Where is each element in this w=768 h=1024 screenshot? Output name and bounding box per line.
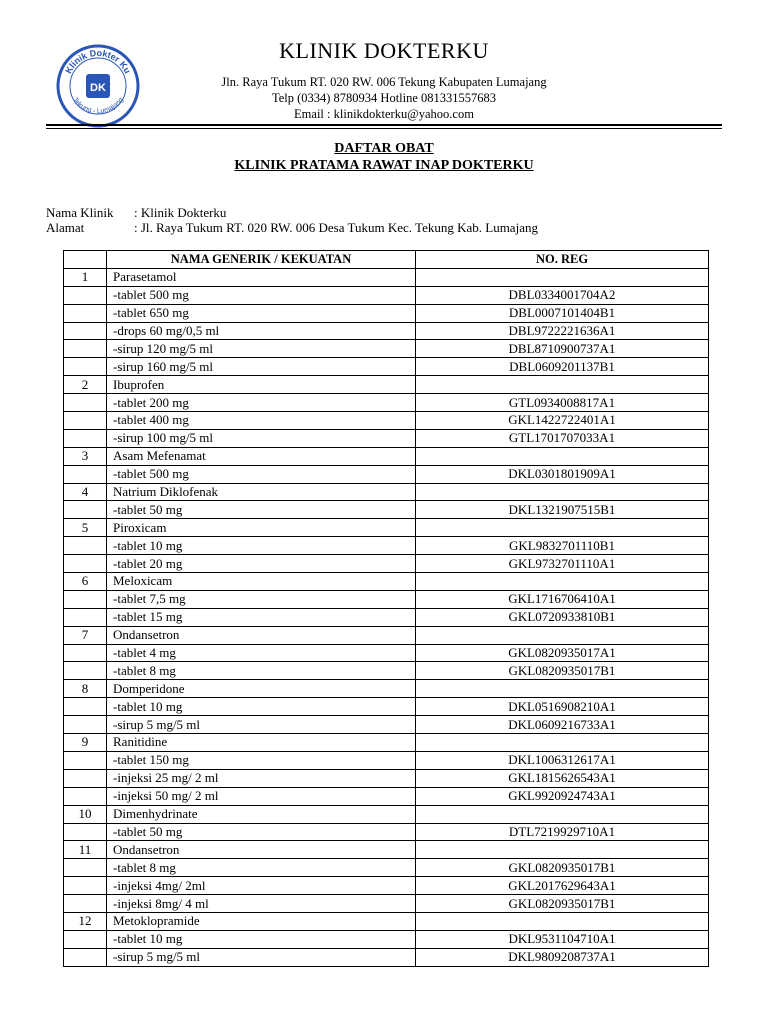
reg-number: DBL8710900737A1: [416, 340, 709, 358]
table-row: [64, 322, 709, 340]
row-number: [64, 698, 107, 716]
table-row: [64, 358, 709, 376]
table-row: [64, 304, 709, 322]
row-number: [64, 877, 107, 895]
drug-name: Ondansetron: [107, 626, 416, 644]
row-number: [64, 429, 107, 447]
row-number: 9: [64, 734, 107, 752]
table-row: [64, 948, 709, 966]
reg-number: GKL1815626543A1: [416, 769, 709, 787]
table-row: [64, 519, 709, 537]
reg-number: GTL0934008817A1: [416, 394, 709, 412]
row-number: [64, 304, 107, 322]
drug-name: -sirup 120 mg/5 ml: [107, 340, 416, 358]
table-header-row: [64, 251, 709, 269]
row-number: [64, 769, 107, 787]
row-number: 1: [64, 268, 107, 286]
reg-number: [416, 483, 709, 501]
info-clinic-value: : Klinik Dokterku: [134, 205, 227, 220]
table-row: [64, 930, 709, 948]
info-address: [46, 220, 538, 236]
table-row: [64, 286, 709, 304]
drug-name: Dimenhydrinate: [107, 805, 416, 823]
drug-name: -tablet 500 mg: [107, 465, 416, 483]
reg-number: DTL7219929710A1: [416, 823, 709, 841]
table-row: [64, 590, 709, 608]
table-row: [64, 340, 709, 358]
row-number: [64, 823, 107, 841]
row-number: [64, 340, 107, 358]
row-number: [64, 412, 107, 430]
table-body: [64, 268, 709, 966]
reg-number: DBL0334001704A2: [416, 286, 709, 304]
info-address-label: Alamat: [46, 220, 85, 235]
reg-number: GKL0820935017B1: [416, 662, 709, 680]
reg-number: DKL1321907515B1: [416, 501, 709, 519]
drug-name: -tablet 8 mg: [107, 662, 416, 680]
reg-number: DKL0301801909A1: [416, 465, 709, 483]
table-row: [64, 805, 709, 823]
drug-name: -tablet 500 mg: [107, 286, 416, 304]
row-number: [64, 895, 107, 913]
drug-name: -tablet 15 mg: [107, 608, 416, 626]
reg-number: [416, 841, 709, 859]
col-name-header: NAMA GENERIK / KEKUATAN: [107, 251, 416, 269]
row-number: 12: [64, 912, 107, 930]
document-title: [0, 141, 768, 157]
drug-name: -tablet 10 mg: [107, 930, 416, 948]
reg-number: DKL9809208737A1: [416, 948, 709, 966]
reg-number: [416, 268, 709, 286]
drug-name: -tablet 150 mg: [107, 751, 416, 769]
reg-number: GKL0820935017B1: [416, 859, 709, 877]
table-row: [64, 716, 709, 734]
row-number: [64, 501, 107, 519]
drug-name: Asam Mefenamat: [107, 447, 416, 465]
drug-name: -injeksi 8mg/ 4 ml: [107, 895, 416, 913]
table-row: [64, 787, 709, 805]
table-row: [64, 823, 709, 841]
reg-number: GTL1701707033A1: [416, 429, 709, 447]
reg-number: [416, 573, 709, 591]
title-line-1: DAFTAR OBAT: [334, 141, 434, 156]
row-number: [64, 358, 107, 376]
reg-number: DKL9531104710A1: [416, 930, 709, 948]
row-number: [64, 286, 107, 304]
table-row: [64, 877, 709, 895]
table-row: [64, 841, 709, 859]
reg-number: GKL9832701110B1: [416, 537, 709, 555]
address-line: Jln. Raya Tukum RT. 020 RW. 006 Tekung Kabupaten Lumajang: [221, 75, 547, 89]
reg-number: DBL0609201137B1: [416, 358, 709, 376]
drug-name: Ondansetron: [107, 841, 416, 859]
row-number: [64, 787, 107, 805]
row-number: [64, 644, 107, 662]
info-clinic-label: Nama Klinik: [46, 205, 114, 220]
document-subtitle: [0, 158, 768, 174]
reg-number: DBL9722221636A1: [416, 322, 709, 340]
table-row: [64, 644, 709, 662]
drug-name: Piroxicam: [107, 519, 416, 537]
drug-name: -tablet 4 mg: [107, 644, 416, 662]
row-number: 3: [64, 447, 107, 465]
reg-number: GKL1716706410A1: [416, 590, 709, 608]
drug-name: Parasetamol: [107, 268, 416, 286]
reg-number: [416, 519, 709, 537]
drug-table: [63, 250, 709, 967]
drug-name: -tablet 10 mg: [107, 698, 416, 716]
reg-number: [416, 626, 709, 644]
table-row: [64, 698, 709, 716]
reg-number: [416, 805, 709, 823]
table-row: [64, 573, 709, 591]
row-number: [64, 465, 107, 483]
table-row: [64, 429, 709, 447]
row-number: [64, 662, 107, 680]
drug-name: -tablet 650 mg: [107, 304, 416, 322]
table-row: [64, 447, 709, 465]
drug-name: Ibuprofen: [107, 376, 416, 394]
table-row: [64, 608, 709, 626]
reg-number: [416, 734, 709, 752]
title-line-2: KLINIK PRATAMA RAWAT INAP DOKTERKU: [234, 158, 534, 173]
header-rule-thin: [46, 128, 722, 129]
drug-name: Ranitidine: [107, 734, 416, 752]
row-number: 8: [64, 680, 107, 698]
reg-number: [416, 447, 709, 465]
drug-name: Domperidone: [107, 680, 416, 698]
reg-number: GKL0820935017B1: [416, 895, 709, 913]
table-row: [64, 412, 709, 430]
drug-name: -injeksi 50 mg/ 2 ml: [107, 787, 416, 805]
table-row: [64, 537, 709, 555]
table-row: [64, 680, 709, 698]
logo-text-bottom: Tekung - Lumajang: [71, 96, 125, 116]
drug-name: -sirup 5 mg/5 ml: [107, 948, 416, 966]
table-row: [64, 483, 709, 501]
reg-number: [416, 376, 709, 394]
table-row: [64, 912, 709, 930]
table-row: [64, 734, 709, 752]
row-number: [64, 555, 107, 573]
row-number: [64, 394, 107, 412]
reg-number: DKL0516908210A1: [416, 698, 709, 716]
clinic-name: KLINIK DOKTERKU: [279, 38, 489, 63]
drug-name: Natrium Diklofenak: [107, 483, 416, 501]
table-row: [64, 268, 709, 286]
drug-name: -sirup 100 mg/5 ml: [107, 429, 416, 447]
reg-number: GKL9732701110A1: [416, 555, 709, 573]
table-row: [64, 895, 709, 913]
reg-number: GKL1422722401A1: [416, 412, 709, 430]
table-row: [64, 501, 709, 519]
reg-number: [416, 680, 709, 698]
row-number: [64, 590, 107, 608]
drug-name: Metoklopramide: [107, 912, 416, 930]
table-row: [64, 769, 709, 787]
reg-number: DKL1006312617A1: [416, 751, 709, 769]
drug-name: -tablet 7,5 mg: [107, 590, 416, 608]
logo-mark: DK: [90, 82, 106, 94]
table-row: [64, 555, 709, 573]
drug-name: -tablet 50 mg: [107, 823, 416, 841]
row-number: 5: [64, 519, 107, 537]
drug-name: -sirup 5 mg/5 ml: [107, 716, 416, 734]
logo-text-top: Klinik Dokter Ku: [63, 47, 133, 76]
table-row: [64, 394, 709, 412]
row-number: [64, 859, 107, 877]
drug-name: -drops 60 mg/0,5 ml: [107, 322, 416, 340]
reg-number: GKL2017629643A1: [416, 877, 709, 895]
reg-number: [416, 912, 709, 930]
col-reg-header: NO. REG: [416, 251, 709, 269]
reg-number: DBL0007101404B1: [416, 304, 709, 322]
row-number: [64, 322, 107, 340]
reg-number: GKL9920924743A1: [416, 787, 709, 805]
row-number: [64, 716, 107, 734]
drug-name: -tablet 200 mg: [107, 394, 416, 412]
drug-name: -tablet 400 mg: [107, 412, 416, 430]
table-row: [64, 376, 709, 394]
email-line: Email : klinikdokterku@yahoo.com: [294, 107, 474, 121]
header-rule-thick: [46, 124, 722, 126]
table-row: [64, 465, 709, 483]
drug-name: -tablet 8 mg: [107, 859, 416, 877]
row-number: 7: [64, 626, 107, 644]
table-row: [64, 859, 709, 877]
row-number: 4: [64, 483, 107, 501]
drug-name: -injeksi 4mg/ 2ml: [107, 877, 416, 895]
drug-name: Meloxicam: [107, 573, 416, 591]
table-row: [64, 626, 709, 644]
row-number: [64, 948, 107, 966]
reg-number: GKL0820935017A1: [416, 644, 709, 662]
drug-name: -injeksi 25 mg/ 2 ml: [107, 769, 416, 787]
drug-name: -tablet 50 mg: [107, 501, 416, 519]
row-number: [64, 537, 107, 555]
row-number: [64, 608, 107, 626]
drug-name: -sirup 160 mg/5 ml: [107, 358, 416, 376]
reg-number: DKL0609216733A1: [416, 716, 709, 734]
info-clinic: [46, 205, 226, 221]
drug-name: -tablet 10 mg: [107, 537, 416, 555]
reg-number: GKL0720933810B1: [416, 608, 709, 626]
row-number: 6: [64, 573, 107, 591]
row-number: 10: [64, 805, 107, 823]
info-address-value: : Jl. Raya Tukum RT. 020 RW. 006 Desa Tukum Kec. Tekung Kab. Lumajang: [134, 220, 538, 235]
row-number: 11: [64, 841, 107, 859]
phone-line: Telp (0334) 8780934 Hotline 081331557683: [271, 91, 497, 105]
row-number: [64, 751, 107, 769]
row-number: 2: [64, 376, 107, 394]
drug-name: -tablet 20 mg: [107, 555, 416, 573]
table-row: [64, 662, 709, 680]
row-number: [64, 930, 107, 948]
table-row: [64, 751, 709, 769]
col-no-header: [64, 251, 107, 269]
